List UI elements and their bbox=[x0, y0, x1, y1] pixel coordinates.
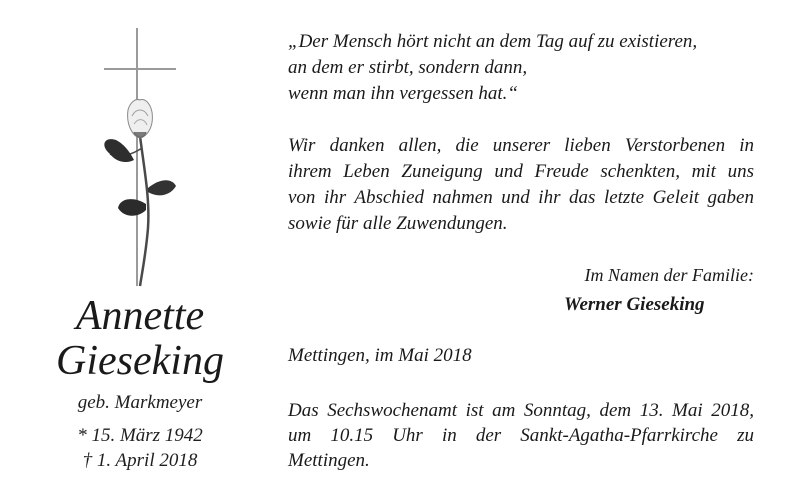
thanks-paragraph bbox=[288, 133, 754, 237]
thanks-line: sowie für alle Zuwendungen. bbox=[288, 213, 508, 234]
deceased-first-name: Annette bbox=[75, 293, 205, 339]
thanks-line: Wir danken allen, die unserer lieben Verstorbenen in bbox=[288, 135, 754, 156]
service-announcement bbox=[288, 398, 754, 473]
thanks-line: von ihr Abschied nahmen und ihr das letzte Geleit gaben bbox=[288, 187, 754, 208]
service-line: Mettingen. bbox=[288, 450, 370, 471]
rose-icon bbox=[104, 99, 176, 286]
memorial-quote bbox=[288, 29, 754, 107]
dateline: Mettingen, im Mai 2018 bbox=[288, 345, 472, 366]
maiden-name: geb. Markmeyer bbox=[77, 392, 203, 413]
quote-line: „Der Mensch hört nicht an dem Tag auf zu existieren, bbox=[288, 31, 698, 52]
thanks-line: ihrem Leben Zuneigung und Freude schenkten, mit uns bbox=[288, 161, 754, 182]
quote-line: wenn man ihn vergessen hat.“ bbox=[288, 83, 518, 104]
signer-name: Werner Gieseking bbox=[564, 294, 705, 315]
cross-with-rose-illustration bbox=[90, 28, 200, 290]
service-line: um 10.15 Uhr in der Sankt-Agatha-Pfarrkirche zu bbox=[288, 425, 754, 446]
birth-date: * 15. März 1942 bbox=[77, 425, 203, 446]
memorial-column bbox=[0, 0, 280, 498]
death-date: † 1. April 2018 bbox=[82, 450, 198, 471]
quote-line: an dem er stirbt, sondern dann, bbox=[288, 57, 528, 78]
service-line: Das Sechswochenamt ist am Sonntag, dem 13. Mai 2018, bbox=[288, 400, 754, 421]
family-label: Im Namen der Familie: bbox=[584, 265, 754, 285]
deceased-last-name: Gieseking bbox=[56, 338, 224, 384]
